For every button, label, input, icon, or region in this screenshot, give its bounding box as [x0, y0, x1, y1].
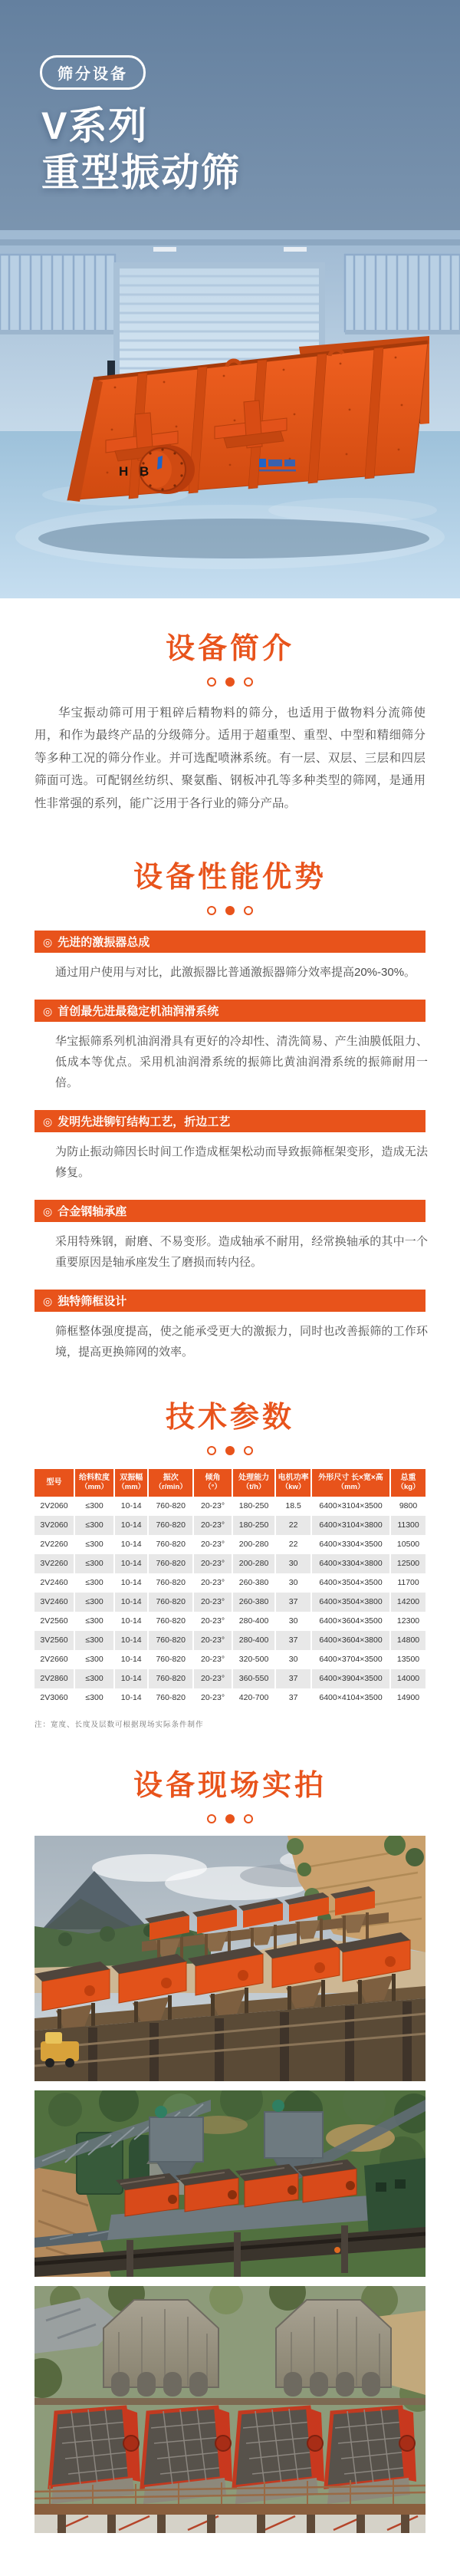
- spec-table-cell: 180-250: [232, 1497, 275, 1516]
- spec-table-cell: ≤300: [74, 1554, 114, 1573]
- spec-table-cell: 6400×4104×3500: [311, 1688, 390, 1708]
- spec-table-row: [34, 1593, 426, 1612]
- spec-table-cell: 20-23°: [193, 1593, 232, 1612]
- spec-table-cell: 6400×3104×3500: [311, 1497, 390, 1516]
- spec-table-row: [34, 1573, 426, 1593]
- site-photo-1: [34, 1836, 426, 2081]
- double-circle-bullet-icon: ◎: [43, 1204, 53, 1217]
- advantage-body: 筛框整体强度提高，使之能承受更大的激振力，同时也改善振筛的工作环境，提高更换筛网的效率。: [55, 1325, 428, 1359]
- dot-icon: [225, 677, 235, 687]
- spec-table-cell: 30: [275, 1554, 311, 1573]
- spec-table-cell: 20-23°: [193, 1516, 232, 1535]
- spec-table-cell: 20-23°: [193, 1554, 232, 1573]
- spec-table-cell: 760-820: [148, 1497, 193, 1516]
- dot-icon: [225, 1446, 235, 1455]
- spec-table-cell: 10-14: [114, 1669, 148, 1688]
- spec-table-cell: 2V2860: [40, 1674, 68, 1684]
- spec-table-cell: 20-23°: [193, 1535, 232, 1554]
- spec-table-cell: 10-14: [114, 1631, 148, 1650]
- spec-table-cell: 260-380: [232, 1573, 275, 1593]
- spec-table-cell: 30: [275, 1650, 311, 1669]
- gallery-title: 设备现场实拍: [133, 1769, 327, 1802]
- spec-column-header: 总重 （kg）: [390, 1469, 426, 1496]
- title-line-1: V系列: [41, 104, 149, 147]
- spec-table-cell: ≤300: [74, 1688, 114, 1708]
- spec-table: [34, 1469, 426, 1707]
- spec-table-cell: 760-820: [148, 1631, 193, 1650]
- spec-table-cell: 30: [275, 1573, 311, 1593]
- section-gallery: [0, 1761, 460, 2576]
- spec-table-cell: 3V2460: [40, 1597, 68, 1607]
- advantage-heading-bar: [34, 931, 426, 953]
- double-circle-bullet-icon: ◎: [43, 1115, 53, 1128]
- dot-icon: [207, 906, 216, 915]
- spec-table-cell: 10-14: [114, 1688, 148, 1708]
- spec-column-header: 给料粒度 （mm）: [74, 1469, 114, 1496]
- spec-table-row: [34, 1535, 426, 1554]
- spec-table-cell: 30: [275, 1612, 311, 1631]
- spec-table-cell: 20-23°: [193, 1631, 232, 1650]
- spec-table-cell: 10500: [390, 1535, 426, 1554]
- dot-icon: [225, 1814, 235, 1823]
- spec-table-cell: 320-500: [232, 1650, 275, 1669]
- spec-table-row: [34, 1669, 426, 1688]
- advantage-body: 采用特殊钢，耐磨、不易变形。造成轴承不耐用，经常换轴承的其中一个重要原因是轴承座发生了磨损而转内径。: [55, 1235, 428, 1270]
- spec-table-row: [34, 1612, 426, 1631]
- spec-table-cell: 10-14: [114, 1573, 148, 1593]
- section-divider-dots: [0, 1814, 460, 1823]
- spec-column-header: 振次 （r/min）: [148, 1469, 193, 1496]
- advantage-body: 华宝振筛系列机油润滑具有更好的冷却性、清洗简易、产生油膜低阻力、低成本等优点。采用机油润滑系统的振筛比黄油润滑系统的振筛耐用一倍。: [55, 1035, 428, 1090]
- spec-table-cell: 18.5: [275, 1497, 311, 1516]
- advantage-list: [0, 931, 460, 1362]
- spec-table-cell: 6400×3604×3500: [311, 1612, 390, 1631]
- spec-table-cell: 20-23°: [193, 1688, 232, 1708]
- spec-table-cell: 760-820: [148, 1650, 193, 1669]
- double-circle-bullet-icon: ◎: [43, 1294, 53, 1307]
- dot-icon: [244, 1446, 253, 1455]
- spec-table-cell: 20-23°: [193, 1612, 232, 1631]
- spec-table-cell: ≤300: [74, 1650, 114, 1669]
- spec-table-cell: 760-820: [148, 1573, 193, 1593]
- category-badge: 筛分设备: [40, 55, 146, 90]
- spec-table-row: [34, 1554, 426, 1573]
- spec-table-cell: 280-400: [232, 1631, 275, 1650]
- spec-table-cell: 760-820: [148, 1535, 193, 1554]
- site-photo-3: [34, 2286, 426, 2533]
- spec-table-cell: 2V2660: [40, 1655, 68, 1665]
- spec-column-header: 外形尺寸 长×宽×高 （mm）: [311, 1469, 390, 1496]
- spec-table-cell: 760-820: [148, 1516, 193, 1535]
- spec-table-row: [34, 1516, 426, 1535]
- spec-column-header: 双振幅 （mm）: [114, 1469, 148, 1496]
- spec-table-cell: 360-550: [232, 1669, 275, 1688]
- spec-table-cell: 20-23°: [193, 1497, 232, 1516]
- spec-table-cell: 3V2060: [40, 1520, 68, 1530]
- spec-table-cell: ≤300: [74, 1631, 114, 1650]
- hero-banner: [0, 0, 460, 598]
- spec-table-cell: 14000: [390, 1669, 426, 1688]
- spec-table-cell: 6400×3504×3800: [311, 1593, 390, 1612]
- advantage-heading-bar: [34, 1290, 426, 1312]
- spec-table-cell: 14200: [390, 1593, 426, 1612]
- spec-table-cell: 2V3060: [40, 1693, 68, 1703]
- hero-background-image: [0, 0, 460, 598]
- spec-table-cell: 22: [275, 1535, 311, 1554]
- spec-table-row: [34, 1650, 426, 1669]
- spec-table-cell: 10-14: [114, 1650, 148, 1669]
- advantage-heading-bar: [34, 1110, 426, 1132]
- dot-icon: [225, 906, 235, 915]
- spec-table-cell: 200-280: [232, 1535, 275, 1554]
- section-advantages: [0, 853, 460, 1362]
- spec-table-cell: 37: [275, 1669, 311, 1688]
- spec-table-cell: 420-700: [232, 1688, 275, 1708]
- specs-title: 技术参数: [165, 1402, 294, 1435]
- spec-table-cell: 10-14: [114, 1497, 148, 1516]
- spec-table-cell: 760-820: [148, 1593, 193, 1612]
- gallery-photo-list: [0, 1836, 460, 2533]
- dot-icon: [244, 677, 253, 687]
- section-divider-dots: [0, 677, 460, 687]
- dot-icon: [244, 906, 253, 915]
- spec-table-cell: 11300: [390, 1516, 426, 1535]
- advantage-body: 为防止振动筛因长时间工作造成框架松动而导致振筛框架变形，造成无法修复。: [55, 1145, 428, 1180]
- advantages-title: 设备性能优势: [133, 861, 327, 894]
- section-intro: [0, 598, 460, 815]
- spec-table-cell: 6400×3104×3800: [311, 1516, 390, 1535]
- spec-table-cell: 22: [275, 1516, 311, 1535]
- section-divider-dots: [0, 906, 460, 915]
- spec-table-cell: 13500: [390, 1650, 426, 1669]
- intro-paragraph: 华宝振动筛可用于粗碎后精物料的筛分，也适用于做物料分流筛使用，和作为最终产品的分级筛分。适用于超重型、重型、中型和精细筛分等多种工况的筛分作业。并可选配喷淋系统。有一层、双层、三层和四层筛面可选。可配钢丝纺织、聚氨酯、钢板冲孔等多种类型的筛网，是通用性非常强的系列，能广泛用于各行业的筛分产品。: [34, 707, 426, 810]
- spec-table-cell: 14800: [390, 1631, 426, 1650]
- machine-model-label: H B: [119, 464, 153, 479]
- site-photo-2: [34, 2090, 426, 2277]
- dot-icon: [244, 1814, 253, 1823]
- spec-table-cell: 760-820: [148, 1612, 193, 1631]
- spec-table-cell: 2V2060: [40, 1501, 68, 1511]
- spec-note: 注：宽度、长度及层数可根据现场实际条件制作: [34, 1720, 204, 1729]
- spec-table-cell: 6400×3904×3500: [311, 1669, 390, 1688]
- spec-column-header: 型号: [34, 1469, 74, 1496]
- advantage-heading-bar: [34, 1000, 426, 1022]
- advantage-heading: 首创最先进最稳定机油润滑系统: [58, 1005, 219, 1019]
- spec-table-cell: 2V2460: [40, 1578, 68, 1588]
- spec-table-cell: 3V2560: [40, 1636, 68, 1645]
- spec-column-header: 倾角 （°）: [193, 1469, 232, 1496]
- advantage-body: 通过用户使用与对比，此激振器比普通激振器筛分效率提高20%-30%。: [55, 966, 416, 980]
- advantage-heading: 独特筛框设计: [58, 1295, 127, 1309]
- spec-table-cell: 3V2260: [40, 1559, 68, 1569]
- spec-column-header: 处理能力 （t/h）: [232, 1469, 275, 1496]
- spec-table-cell: 6400×3504×3500: [311, 1573, 390, 1593]
- spec-table-cell: 6400×3604×3800: [311, 1631, 390, 1650]
- page-title: [41, 103, 241, 196]
- spec-table-cell: 6400×3304×3800: [311, 1554, 390, 1573]
- dot-icon: [207, 677, 216, 687]
- spec-table-cell: ≤300: [74, 1535, 114, 1554]
- spec-table-cell: ≤300: [74, 1612, 114, 1631]
- spec-table-cell: 37: [275, 1631, 311, 1650]
- advantage-heading: 合金钢轴承座: [58, 1205, 127, 1219]
- spec-table-cell: 14900: [390, 1688, 426, 1708]
- spec-table-cell: 260-380: [232, 1593, 275, 1612]
- spec-table-cell: ≤300: [74, 1497, 114, 1516]
- spec-table-cell: 10-14: [114, 1516, 148, 1535]
- spec-column-header: 电机功率 （kw）: [275, 1469, 311, 1496]
- spec-table-cell: 10-14: [114, 1612, 148, 1631]
- spec-table-cell: ≤300: [74, 1669, 114, 1688]
- dot-icon: [207, 1446, 216, 1455]
- spec-table-cell: 37: [275, 1688, 311, 1708]
- double-circle-bullet-icon: ◎: [43, 935, 53, 948]
- advantage-heading-bar: [34, 1200, 426, 1222]
- spec-table-cell: ≤300: [74, 1516, 114, 1535]
- spec-table-cell: 10-14: [114, 1554, 148, 1573]
- spec-table-cell: 6400×3704×3500: [311, 1650, 390, 1669]
- spec-table-cell: 12500: [390, 1554, 426, 1573]
- section-specs: [0, 1393, 460, 1728]
- spec-table-cell: 280-400: [232, 1612, 275, 1631]
- spec-table-cell: 20-23°: [193, 1669, 232, 1688]
- spec-table-cell: 2V2260: [40, 1540, 68, 1550]
- spec-table-cell: ≤300: [74, 1573, 114, 1593]
- advantage-heading: 先进的激振器总成: [58, 936, 150, 950]
- spec-table-cell: 6400×3304×3500: [311, 1535, 390, 1554]
- double-circle-bullet-icon: ◎: [43, 1004, 53, 1017]
- dot-icon: [207, 1814, 216, 1823]
- spec-table-cell: 20-23°: [193, 1650, 232, 1669]
- title-line-2: 重型振动筛: [41, 151, 241, 194]
- spec-table-cell: 200-280: [232, 1554, 275, 1573]
- spec-table-cell: 760-820: [148, 1669, 193, 1688]
- spec-table-row: [34, 1497, 426, 1516]
- section-divider-dots: [0, 1446, 460, 1455]
- intro-title: 设备简介: [165, 633, 294, 665]
- spec-table-cell: 180-250: [232, 1516, 275, 1535]
- spec-table-cell: 12300: [390, 1612, 426, 1631]
- spec-table-cell: 760-820: [148, 1688, 193, 1708]
- spec-table-cell: 760-820: [148, 1554, 193, 1573]
- spec-table-row: [34, 1688, 426, 1708]
- advantage-heading: 发明先进铆钉结构工艺，折边工艺: [58, 1115, 231, 1129]
- spec-table-cell: 11700: [390, 1573, 426, 1593]
- spec-header-row: [34, 1469, 426, 1496]
- spec-table-cell: 9800: [390, 1497, 426, 1516]
- spec-table-body: [34, 1497, 426, 1708]
- spec-table-cell: 2V2560: [40, 1616, 68, 1626]
- spec-table-cell: 20-23°: [193, 1573, 232, 1593]
- spec-table-cell: 10-14: [114, 1535, 148, 1554]
- brand-logo-mark: [259, 459, 296, 472]
- spec-table-cell: 10-14: [114, 1593, 148, 1612]
- spec-table-row: [34, 1631, 426, 1650]
- spec-table-cell: 37: [275, 1593, 311, 1612]
- spec-table-cell: ≤300: [74, 1593, 114, 1612]
